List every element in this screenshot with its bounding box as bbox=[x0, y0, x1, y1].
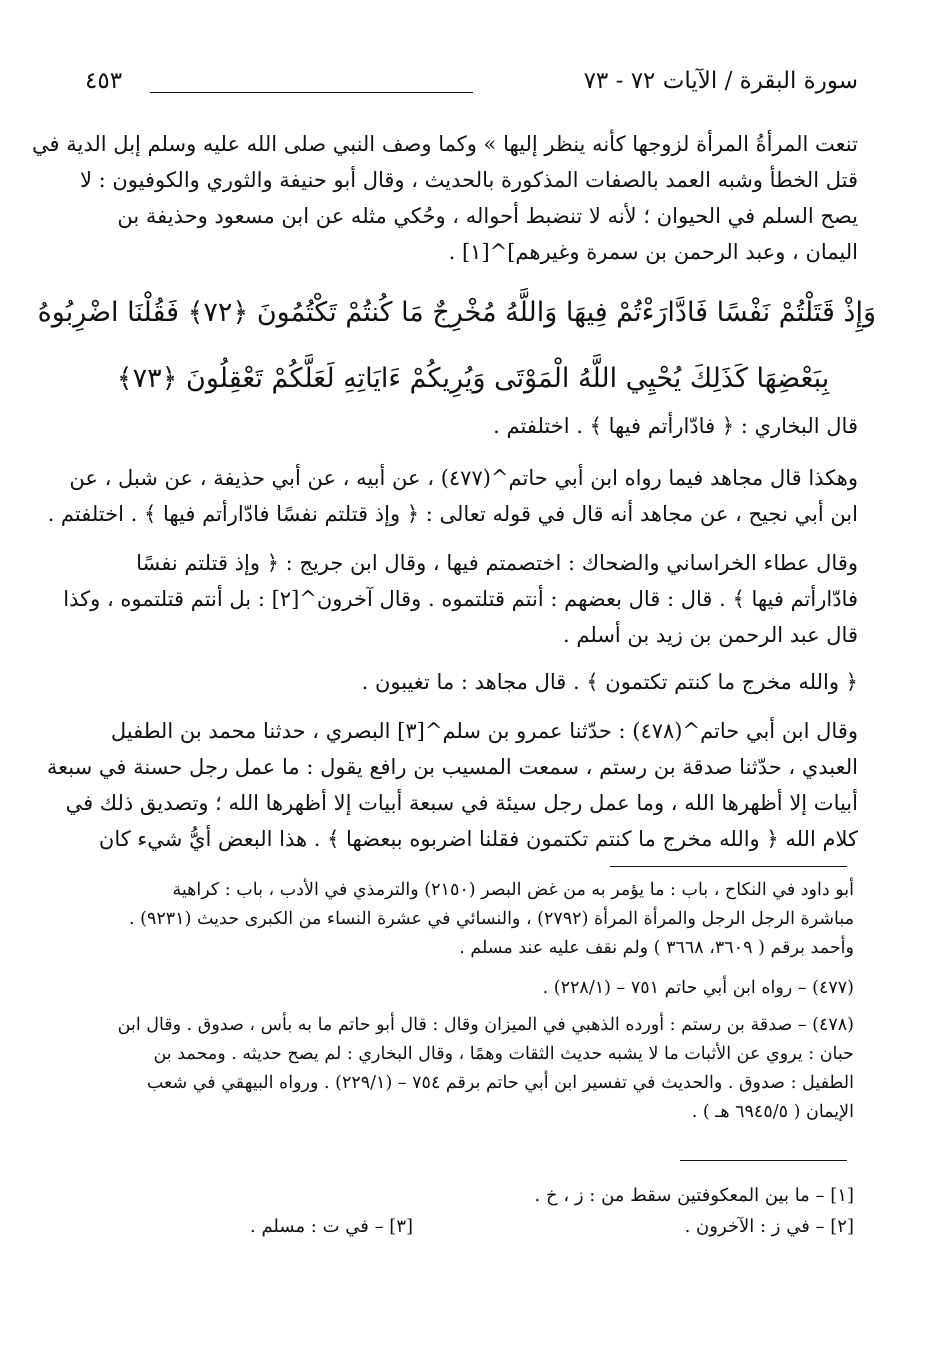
page-number: ٤٥٣ bbox=[85, 68, 123, 94]
surah-title: سورة البقرة / الآيات ٧٢ - ٧٣ bbox=[583, 68, 858, 94]
text-line: فادّارأتم فيها ﴾ . قال : قال بعضهم : أنتم قتلتموه . وقال آخرون^[٢] : بل أنتم قتلتموه ، وكذا bbox=[63, 587, 858, 611]
page-header bbox=[85, 64, 858, 104]
footnote-continued bbox=[92, 876, 854, 963]
text-line: اليمان ، وعبد الرحمن بن سمرة وغيرهم]^[١] . bbox=[448, 240, 858, 264]
variant-note-1: [١] – ما بين المعكوفتين سقط من : ز ، خ . bbox=[534, 1185, 854, 1206]
text-line: كلام الله ﴿ والله مخرج ما كنتم تكتمون فقلنا اضربوه ببعضها ﴾ . هذا البعض أيُّ شيء كان bbox=[98, 827, 858, 851]
footnote-line: الطفيل : صدوق . والحديث في تفسير ابن أبي حاتم برقم ٧٥٤ – (٢٢٩/١) . ورواه البيهقي في شعب bbox=[146, 1073, 854, 1093]
footnote-477 bbox=[92, 974, 854, 1003]
footnote-line: (٤٧٧) – رواه ابن أبي حاتم ٧٥١ – (٢٢٨/١) . bbox=[542, 978, 854, 998]
text-line: العبدي ، حدّثنا صدقة بن رستم ، سمعت المسيب بن رافع يقول : ما عمل رجل حسنة في سبعة bbox=[46, 755, 858, 779]
paragraph-1 bbox=[32, 126, 858, 270]
quran-verses bbox=[37, 280, 876, 412]
text-line: وهكذا قال مجاهد فيما رواه ابن أبي حاتم^(٤٧٧) ، عن أبيه ، عن أبي حذيفة ، عن شبل ، عن bbox=[69, 466, 858, 490]
text-line: أبيات إلا أظهرها الله ، وما عمل رجل سيئة في سبعة أبيات إلا أظهرها الله ؛ وتصديق ذلك في bbox=[65, 791, 858, 815]
footnote-line: وأحمد برقم ( ٣٦٠٩، ٣٦٦٨ ) ولم نقف عليه عند مسلم . bbox=[459, 938, 854, 958]
text-line: تنعت المرأةُ المرأة لزوجها كأنه ينظر إليها » وكما وصف النبي صلى الله عليه وسلم إبل الدية في bbox=[32, 132, 858, 156]
paragraph-3 bbox=[47, 460, 858, 532]
header-rule bbox=[150, 92, 473, 93]
text-line: ﴿ والله مخرج ما كنتم تكتمون ﴾ . قال مجاهد : ما تغيبون . bbox=[361, 670, 858, 694]
paragraph-4 bbox=[63, 545, 858, 653]
text-line: وقال عطاء الخراساني والضحاك : اختصمتم فيها ، وقال ابن جريج : ﴿ وإذ قتلتم نفسًا bbox=[136, 551, 858, 575]
text-line: يصح السلم في الحيوان ؛ لأنه لا تنضبط أحواله ، وحُكي مثله عن ابن مسعود وحذيفة بن bbox=[117, 204, 858, 228]
variant-note-3: [٣] – في ت : مسلم . bbox=[250, 1216, 414, 1237]
text-line: قال البخاري : ﴿ فادّارأتم فيها ﴾ . اختلفتم . bbox=[493, 414, 858, 438]
footnote-line: حبان : يروي عن الأثبات ما لا يشبه حديث الثقات وهمًا ، وقال البخاري : لم يصح حديثه . ومحمد بن bbox=[153, 1044, 854, 1064]
variant-note-2: [٢] – في ز : الآخرون . bbox=[684, 1216, 854, 1237]
variant-notes-separator bbox=[680, 1160, 847, 1161]
footnote-line: أبو داود في النكاح ، باب : ما يؤمر به من غض البصر (٢١٥٠) والترمذي في الأدب ، باب : كراهية bbox=[172, 880, 854, 900]
text-line: قتل الخطأ وشبه العمد بالصفات المذكورة بالحديث ، وقال أبو حنيفة والثوري والكوفيون : لا bbox=[79, 168, 858, 192]
text-line: وقال ابن أبي حاتم^(٤٧٨) : حدّثنا عمرو بن سلم^[٣] البصري ، حدثنا محمد بن الطفيل bbox=[110, 719, 858, 743]
footnote-line: الإيمان ( ٦٩٤٥/٥ هـ ) . bbox=[691, 1102, 854, 1122]
text-line: قال عبد الرحمن بن زيد بن أسلم . bbox=[563, 623, 858, 647]
verse-line: بِبَعْضِهَا كَذَلِكَ يُحْيِي اللَّهُ الْمَوْتَى وَيُرِيكُمْ ءَايَاتِهِ لَعَلَّكُمْ تَعْقِلُونَ ﴿٧٣﴾ bbox=[116, 363, 830, 394]
paragraph-5 bbox=[88, 664, 858, 700]
footnote-separator bbox=[610, 866, 847, 867]
text-line: ابن أبي نجيح ، عن مجاهد أنه قال في قوله تعالى : ﴿ وإذ قتلتم نفسًا فادّارأتم فيها ﴾ . اختلفتم . bbox=[47, 502, 858, 526]
footnote-478 bbox=[92, 1011, 854, 1127]
variant-notes bbox=[250, 1180, 854, 1242]
footnote-line: مباشرة الرجل الرجل والمرأة المرأة (٢٧٩٢) ، والنسائي في عشرة النساء من الكبرى حديث (٩٢٣١) . bbox=[129, 909, 854, 929]
paragraph-2 bbox=[88, 408, 858, 444]
footnote-line: (٤٧٨) – صدقة بن رستم : أورده الذهبي في الميزان وقال : قال أبو حاتم ما به بأس ، صدوق . وقال ابن bbox=[117, 1015, 854, 1035]
verse-line: وَإِذْ قَتَلْتُمْ نَفْسًا فَادَّارَءْتُمْ فِيهَا وَاللَّهُ مُخْرِجٌ مَا كُنتُمْ تَكْتُمُونَ ﴿٧٢﴾ فَقُلْنَا اضْرِبُوهُ bbox=[37, 297, 876, 328]
paragraph-6 bbox=[46, 713, 858, 857]
